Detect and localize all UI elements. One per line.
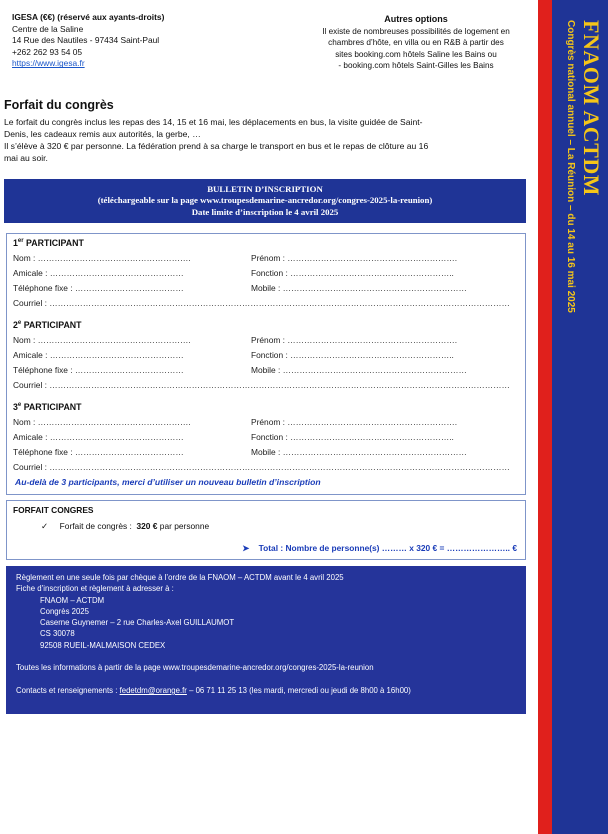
participants-box <box>6 233 526 495</box>
participant-label: PARTICIPANT <box>21 402 82 412</box>
forfait-text-line: Le forfait du congrès inclus les repas des 14, 15 et 16 mai, les déplacements en bus, la visite guidée de Saint- <box>4 117 423 127</box>
fonction-field[interactable]: Fonction : ………………………………………………….. <box>251 268 454 278</box>
forfait-congres-box <box>6 500 526 560</box>
bulletin-title: BULLETIN D’INSCRIPTION <box>207 184 323 194</box>
options-heading: Autres options <box>384 14 448 24</box>
address-line: Congrès 2025 <box>40 606 89 616</box>
prenom-field[interactable]: Prénom : ……………………………………………………. <box>251 417 458 427</box>
mobile-field[interactable]: Mobile : ………………………………………………………… <box>251 365 467 375</box>
nom-field[interactable]: Nom : ………………………………………………. <box>13 253 191 263</box>
participant-sup: e <box>17 402 22 409</box>
contacts-label: Contacts et renseignements : <box>16 685 118 695</box>
fonction-field[interactable]: Fonction : ………………………………………………….. <box>251 432 454 442</box>
reglement-text: Règlement en une seule fois par chèque à l’ordre de la FNAOM – ACTDM avant le 4 avril 2025 <box>16 573 344 582</box>
igesa-block <box>12 12 164 70</box>
igesa-address <box>12 24 164 70</box>
arrow-icon: ➤ <box>242 543 250 553</box>
amicale-field[interactable]: Amicale : ………………………………………… <box>13 350 184 360</box>
spacer <box>16 674 516 685</box>
forfait-box-line <box>41 521 209 531</box>
total-text[interactable]: Total : Nombre de personne(s) ……… x 320 € = ………………….. € <box>258 543 517 553</box>
courriel-field[interactable]: Courriel : ………………………………………………………………………………………………………………………………………………… <box>13 462 510 472</box>
courriel-field[interactable]: Courriel : ………………………………………………………………………………………………………………………………………………… <box>13 298 510 308</box>
forfait-text-line: Il s’élève à 320 € par personne. La fédération prend à sa charge le transport en bus et le repas de clôture au 16 <box>4 141 429 151</box>
bulletin-subtitle: (téléchargeable sur la page www.troupesdemarine-ancredor.org/congres-2025-la-reunion) <box>97 195 433 206</box>
telephone-field[interactable]: Téléphone fixe : ………………………………… <box>13 447 184 457</box>
participant-num: 3 <box>13 402 18 412</box>
check-icon: ✓ <box>41 521 49 531</box>
igesa-line: 14 Rue des Nautiles - 97434 Saint-Paul <box>12 35 160 46</box>
total-line[interactable] <box>242 543 517 553</box>
options-line: Il existe de nombreuses possibilités de logement en <box>322 26 510 36</box>
forfait-heading: Forfait du congrès <box>4 98 114 112</box>
bulletin-deadline: Date limite d’inscription le 4 avril 2025 <box>191 206 339 217</box>
courriel-field[interactable]: Courriel : ………………………………………………………………………………………………………………………………………………… <box>13 380 510 390</box>
mobile-field[interactable]: Mobile : ………………………………………………………… <box>251 447 467 457</box>
forfait-text-line: mai au soir. <box>4 153 48 163</box>
bulletin-header <box>4 179 526 223</box>
participant-sup: e <box>17 320 22 327</box>
igesa-line: +262 262 93 54 05 <box>12 46 83 57</box>
side-banner-red <box>538 0 552 834</box>
telephone-field[interactable]: Téléphone fixe : ………………………………… <box>13 283 184 293</box>
forfait-price: 320 € <box>136 521 158 531</box>
forfait-section <box>4 98 524 164</box>
participants-note: Au-delà de 3 participants, merci d’utiliser un nouveau bulletin d’inscription <box>15 477 321 487</box>
forfait-box-title: FORFAIT CONGRES <box>13 505 94 515</box>
participant-sup: er <box>17 238 24 245</box>
igesa-heading: IGESA (€€) (réservé aux ayants-droits) <box>12 12 165 22</box>
participant-1-title <box>13 238 84 248</box>
amicale-field[interactable]: Amicale : ………………………………………… <box>13 268 184 278</box>
nom-field[interactable]: Nom : ………………………………………………. <box>13 417 191 427</box>
info-box <box>6 566 526 714</box>
other-options-block <box>300 14 532 72</box>
participant-num: 1 <box>13 238 18 248</box>
nom-field[interactable]: Nom : ………………………………………………. <box>13 335 191 345</box>
prenom-field[interactable]: Prénom : ……………………………………………………. <box>251 253 458 263</box>
address-line: CS 30078 <box>40 629 75 639</box>
options-line: sites booking.com hôtels Saline les Bains ou <box>335 49 497 59</box>
prenom-field[interactable]: Prénom : ……………………………………………………. <box>251 335 458 345</box>
participant-3-title <box>13 402 82 412</box>
options-line: chambres d’hôte, en villa ou en R&B à partir des <box>328 38 504 48</box>
participant-2-title <box>13 320 82 330</box>
address-line: Caserne Guynemer – 2 rue Charles-Axel GUILLAUMOT <box>40 618 235 628</box>
fiche-text: Fiche d’inscription et règlement à adresser à : <box>16 584 174 594</box>
banner-title: FNAOM ACTDM <box>579 20 604 196</box>
contacts-line <box>16 685 516 696</box>
igesa-line: Centre de la Saline <box>12 23 84 34</box>
participant-label: PARTICIPANT <box>23 238 84 248</box>
telephone-field[interactable]: Téléphone fixe : ………………………………… <box>13 365 184 375</box>
contact-email-link[interactable]: fedetdm@orange.fr <box>119 685 187 695</box>
address-line: FNAOM – ACTDM <box>40 595 105 605</box>
amicale-field[interactable]: Amicale : ………………………………………… <box>13 432 184 442</box>
contacts-rest: – 06 71 11 25 13 (les mardi, mercredi ou jeudi de 8h00 à 16h00) <box>189 685 411 695</box>
banner-subtitle: Congrès national annuel – La Réunion – du 14 au 16 mai 2025 <box>565 20 576 313</box>
options-line: - booking.com hôtels Saint-Gilles les Bains <box>338 61 494 71</box>
forfait-text-line: Denis, les cadeaux remis aux autorités, la gerbe, … <box>4 129 201 139</box>
spacer <box>16 651 516 662</box>
all-info-text: Toutes les informations à partir de la page www.troupesdemarine-ancredor.org/congres-2025-la-reunion <box>16 663 374 673</box>
mobile-field[interactable]: Mobile : ………………………………………………………… <box>251 283 467 293</box>
participant-label: PARTICIPANT <box>21 320 82 330</box>
address-line: 92508 RUEIL-MALMAISON CEDEX <box>40 640 166 650</box>
forfait-per-person: par personne <box>159 521 210 531</box>
fonction-field[interactable]: Fonction : ………………………………………………….. <box>251 350 454 360</box>
igesa-link[interactable]: https://www.igesa.fr <box>12 58 85 69</box>
participant-num: 2 <box>13 320 18 330</box>
forfait-line-label: Forfait de congrès : <box>59 521 132 531</box>
